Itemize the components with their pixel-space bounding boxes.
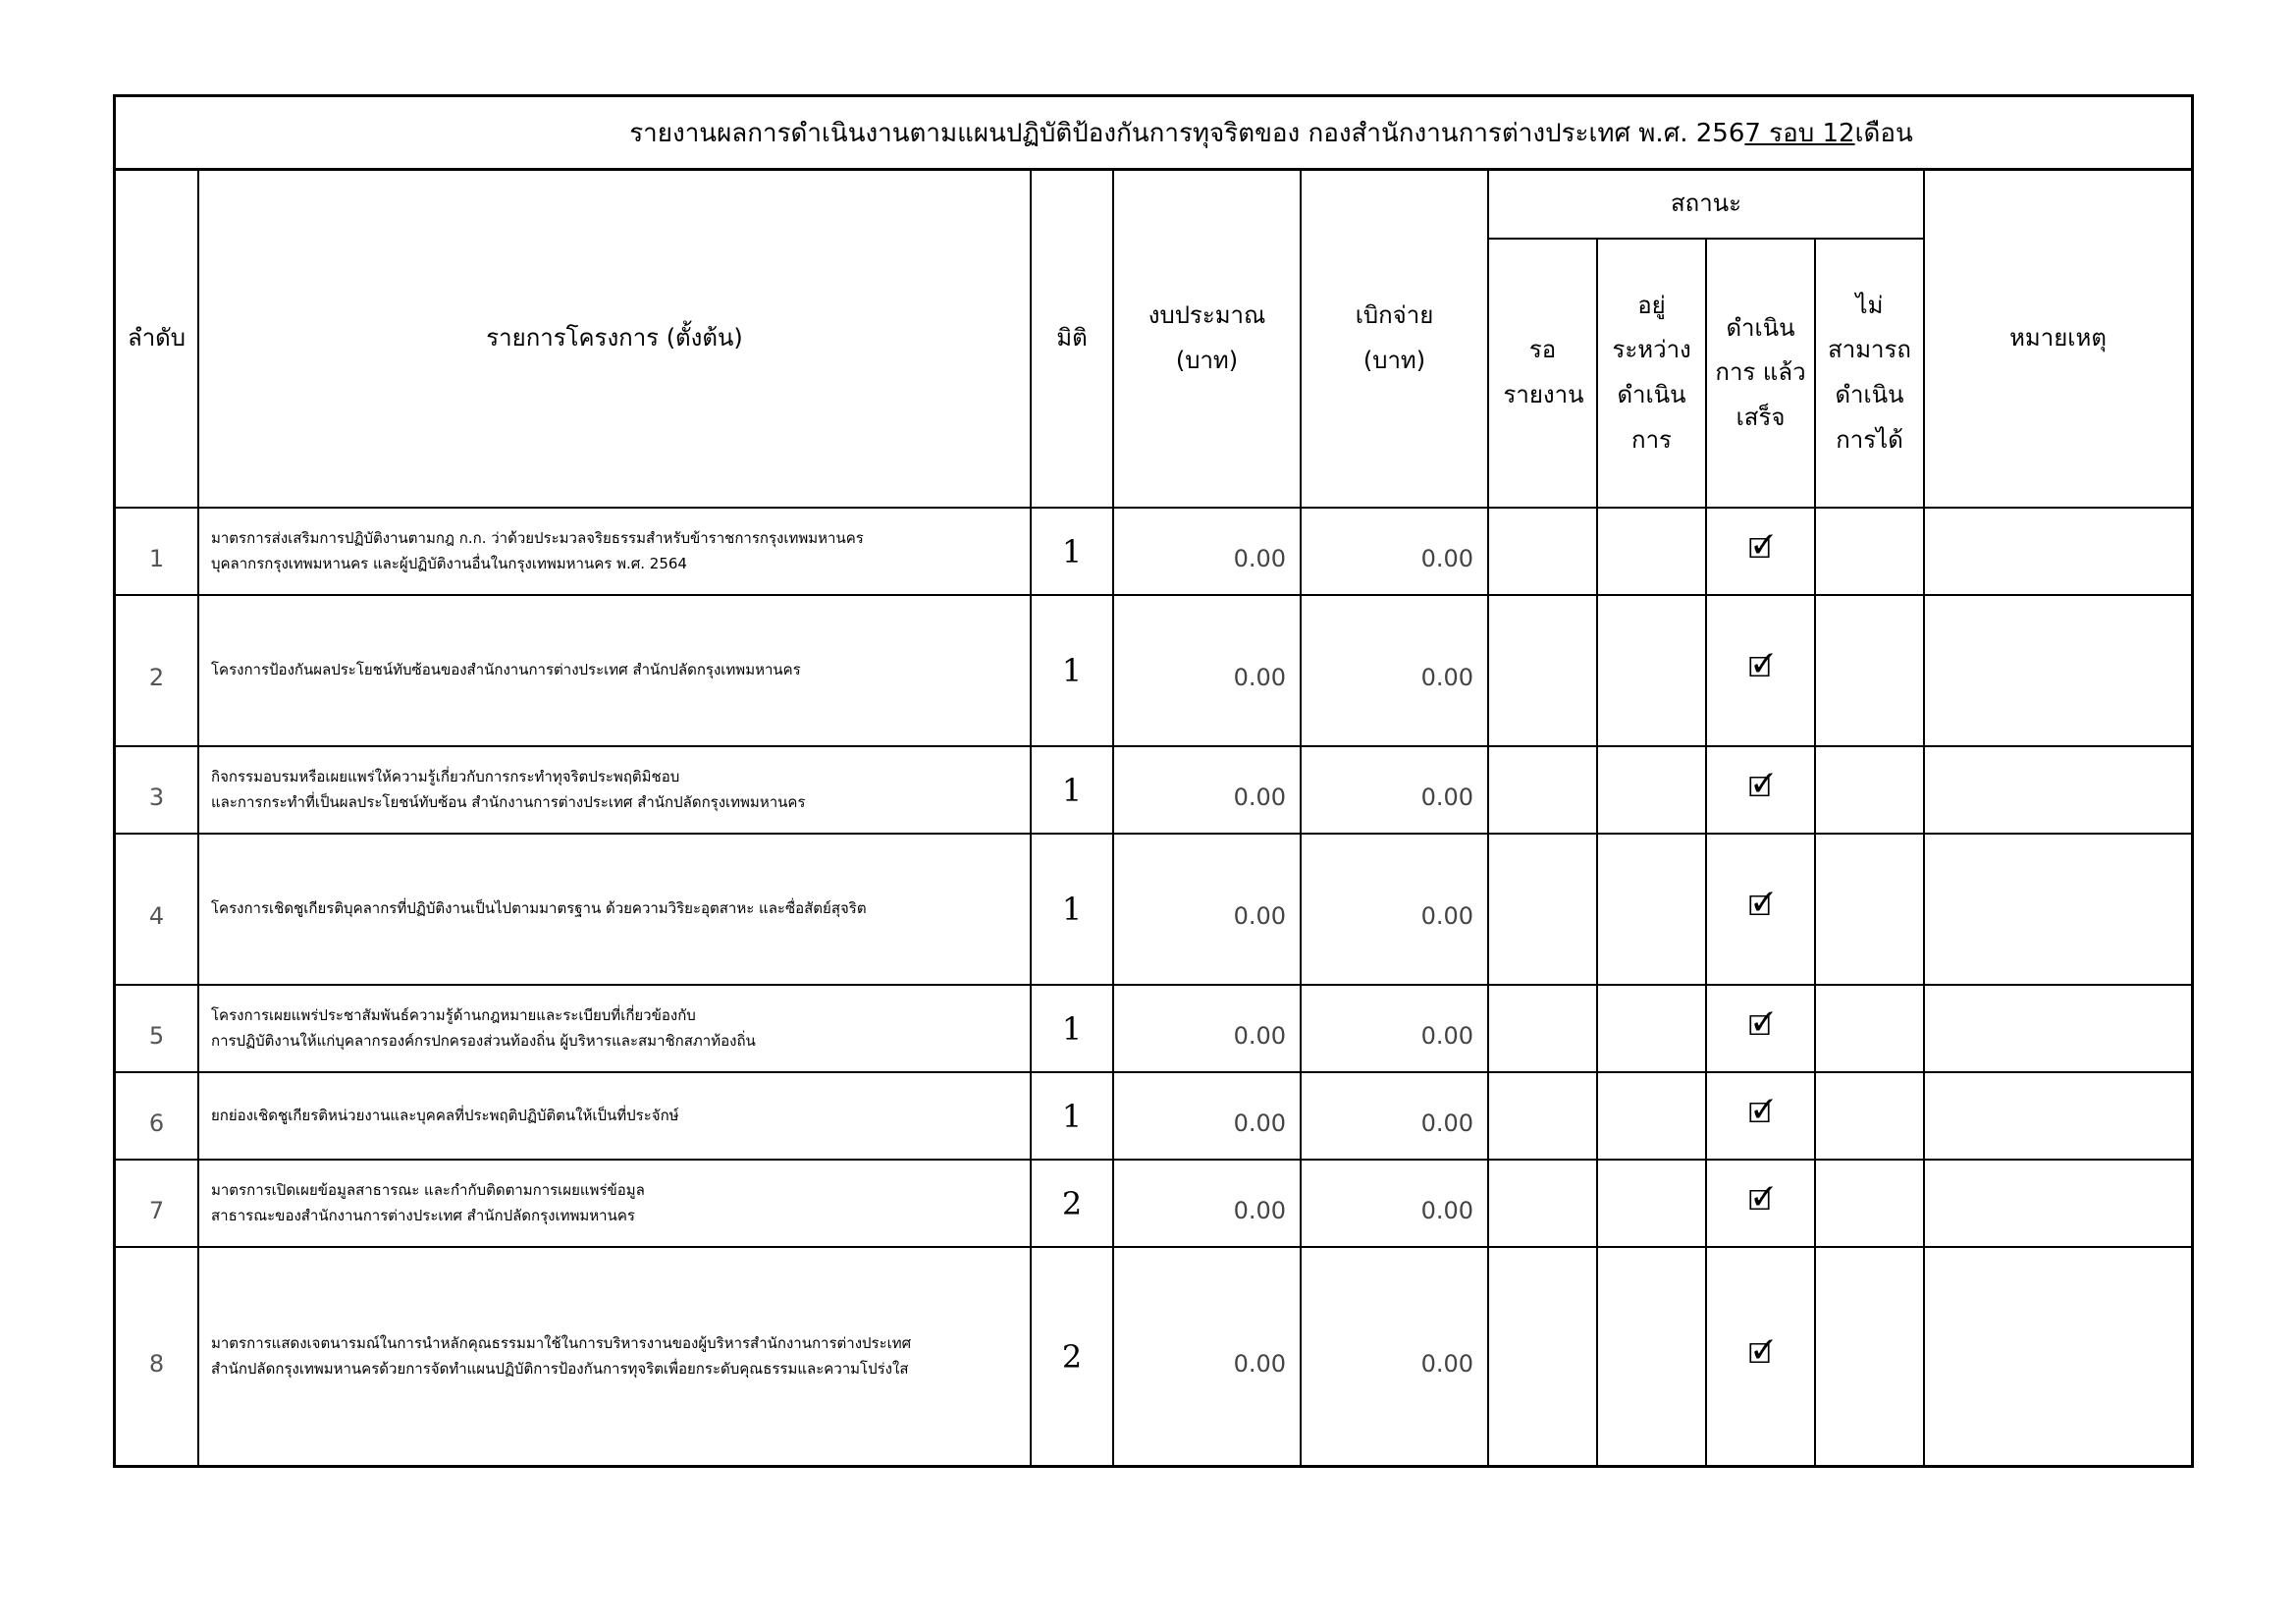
status-in-progress-cell [1597, 834, 1706, 985]
header-budget [1113, 171, 1301, 508]
status-in-progress-cell [1597, 1247, 1706, 1465]
project-line-2: และการกระทำที่เป็นผลประโยชน์ทับซ้อน สำนักงานการต่างประเทศ สำนักปลัดกรุงเทพมหานคร [211, 792, 806, 811]
status-done-cell [1706, 1072, 1815, 1160]
dimension-value: 2 [1031, 1160, 1113, 1247]
dimension-value: 2 [1031, 1247, 1113, 1465]
header-dimension: มิติ [1031, 171, 1113, 508]
header-project: รายการโครงการ (ตั้งต้น) [198, 171, 1031, 508]
row-number: 1 [116, 508, 198, 595]
project-line-1: โครงการเชิดชูเกียรติบุคลากรที่ปฏิบัติงานเป็นไปตามมาตรฐาน ด้วยความวิริยะอุตสาหะ และซื่อสัตย์สุจริต [211, 899, 867, 918]
status-in-progress-cell [1597, 985, 1706, 1072]
table-row [116, 746, 2191, 834]
status-wait-cell [1488, 1160, 1597, 1247]
disbursed-value: 0.00 [1301, 1072, 1488, 1160]
header-status-done [1706, 239, 1815, 508]
status-unable-cell [1815, 1247, 1924, 1465]
remarks-cell [1924, 508, 2191, 595]
dimension-value: 1 [1031, 1072, 1113, 1160]
title-main: รายงานผลการดำเนินงานตามแผนปฏิบัติป้องกันการทุจริตของ กองสำนักงานการต่างประเทศ พ.ศ. 256 [629, 118, 1745, 148]
remarks-cell [1924, 746, 2191, 834]
remarks-cell [1924, 1072, 2191, 1160]
project-line-1: มาตรการส่งเสริมการปฏิบัติงานตามกฎ ก.ก. ว่าด้วยประมวลจริยธรรมสำหรับข้าราชการกรุงเทพมหานคร [211, 529, 864, 547]
row-number: 4 [116, 834, 198, 985]
row-number: 5 [116, 985, 198, 1072]
table-row [116, 985, 2191, 1072]
report-title [116, 97, 2191, 171]
status-wait-cell [1488, 595, 1597, 746]
header-disbursed-label: เบิกจ่าย (บาท) [1355, 301, 1434, 374]
status-unable-cell [1815, 985, 1924, 1072]
header-status: สถานะ [1488, 171, 1924, 239]
title-tail: เดือน [1854, 118, 1913, 148]
check-box-icon: 🗹 [1748, 1336, 1773, 1370]
table-body [116, 508, 2191, 1465]
budget-value: 0.00 [1113, 1160, 1301, 1247]
check-box-icon: 🗹 [1748, 1008, 1773, 1042]
disbursed-value: 0.00 [1301, 746, 1488, 834]
header-status-in-progress-label: อยู่ ระหว่าง ดำเนิน การ [1612, 291, 1691, 454]
status-unable-cell [1815, 1072, 1924, 1160]
status-unable-cell [1815, 746, 1924, 834]
header-no: ลำดับ [116, 171, 198, 508]
project-line-1: กิจกรรมอบรมหรือเผยแพร่ให้ความรู้เกี่ยวกับการกระทำทุจริตประพฤติมิชอบ [211, 768, 680, 785]
header-disbursed [1301, 171, 1488, 508]
status-in-progress-cell [1597, 1072, 1706, 1160]
dimension-value: 1 [1031, 985, 1113, 1072]
status-done-cell [1706, 595, 1815, 746]
project-name [198, 834, 1031, 985]
row-number: 2 [116, 595, 198, 746]
project-name [198, 1072, 1031, 1160]
status-wait-cell [1488, 508, 1597, 595]
row-number: 6 [116, 1072, 198, 1160]
header-status-done-label: ดำเนิน การ แล้วเสร็จ [1715, 313, 1806, 431]
status-wait-cell [1488, 1247, 1597, 1465]
dimension-value: 1 [1031, 746, 1113, 834]
budget-value: 0.00 [1113, 508, 1301, 595]
project-line-1: โครงการเผยแพร่ประชาสัมพันธ์ความรู้ด้านกฎหมายและระเบียบที่เกี่ยวข้องกับ [211, 1006, 696, 1024]
check-box-icon: 🗹 [1748, 651, 1773, 683]
status-done-cell [1706, 985, 1815, 1072]
budget-value: 0.00 [1113, 1247, 1301, 1465]
status-wait-cell [1488, 834, 1597, 985]
row-number: 8 [116, 1247, 198, 1465]
status-wait-cell [1488, 985, 1597, 1072]
budget-value: 0.00 [1113, 834, 1301, 985]
status-unable-cell [1815, 595, 1924, 746]
report-sheet [113, 94, 2194, 1468]
status-unable-cell [1815, 1160, 1924, 1247]
check-box-icon: 🗹 [1748, 1183, 1773, 1217]
status-in-progress-cell [1597, 595, 1706, 746]
dimension-value: 1 [1031, 834, 1113, 985]
disbursed-value: 0.00 [1301, 508, 1488, 595]
table-row [116, 1072, 2191, 1160]
status-in-progress-cell [1597, 746, 1706, 834]
project-name [198, 746, 1031, 834]
header-budget-label: งบประมาณ (บาท) [1148, 301, 1266, 374]
status-done-cell [1706, 508, 1815, 595]
status-unable-cell [1815, 834, 1924, 985]
project-name [198, 595, 1031, 746]
header-status-unable [1815, 239, 1924, 508]
dimension-value: 1 [1031, 595, 1113, 746]
report-table [116, 171, 2191, 1465]
remarks-cell [1924, 834, 2191, 985]
table-row [116, 1160, 2191, 1247]
disbursed-value: 0.00 [1301, 1247, 1488, 1465]
table-row [116, 508, 2191, 595]
status-in-progress-cell [1597, 508, 1706, 595]
remarks-cell [1924, 985, 2191, 1072]
status-done-cell [1706, 746, 1815, 834]
dimension-value: 1 [1031, 508, 1113, 595]
project-name [198, 1247, 1031, 1465]
header-status-wait [1488, 239, 1597, 508]
header-remarks: หมายเหตุ [1924, 171, 2191, 508]
project-line-2: สาธารณะของสำนักงานการต่างประเทศ สำนักปลัดกรุงเทพมหานคร [211, 1206, 635, 1224]
row-number: 3 [116, 746, 198, 834]
remarks-cell [1924, 1247, 2191, 1465]
disbursed-value: 0.00 [1301, 1160, 1488, 1247]
status-wait-cell [1488, 1072, 1597, 1160]
header-status-wait-label: รอ รายงาน [1503, 336, 1584, 408]
title-period: 7 รอบ 12 [1744, 118, 1855, 148]
header-status-unable-label: ไม่ สามารถ ดำเนิน การได้ [1828, 291, 1911, 454]
status-in-progress-cell [1597, 1160, 1706, 1247]
budget-value: 0.00 [1113, 595, 1301, 746]
budget-value: 0.00 [1113, 1072, 1301, 1160]
budget-value: 0.00 [1113, 985, 1301, 1072]
status-done-cell [1706, 1247, 1815, 1465]
disbursed-value: 0.00 [1301, 834, 1488, 985]
project-line-1: โครงการป้องกันผลประโยชน์ทับซ้อนของสำนักงานการต่างประเทศ สำนักปลัดกรุงเทพมหานคร [211, 661, 801, 679]
remarks-cell [1924, 595, 2191, 746]
header-status-in-progress [1597, 239, 1706, 508]
project-line-2: การปฏิบัติงานให้แก่บุคลากรองค์กรปกครองส่วนท้องถิ่น ผู้บริหารและสมาชิกสภาท้องถิ่น [211, 1031, 756, 1050]
remarks-cell [1924, 1160, 2191, 1247]
check-box-icon: 🗹 [1748, 890, 1773, 922]
status-done-cell [1706, 834, 1815, 985]
table-row [116, 834, 2191, 985]
project-line-1: มาตรการเปิดเผยข้อมูลสาธารณะ และกำกับติดตามการเผยแพร่ข้อมูล [211, 1181, 645, 1199]
row-number: 7 [116, 1160, 198, 1247]
disbursed-value: 0.00 [1301, 595, 1488, 746]
table-row [116, 595, 2191, 746]
status-wait-cell [1488, 746, 1597, 834]
check-box-icon: 🗹 [1748, 1096, 1773, 1129]
project-line-1: ยกย่องเชิดชูเกียรติหน่วยงานและบุคคลที่ประพฤติปฏิบัติตนให้เป็นที่ประจักษ์ [211, 1106, 679, 1124]
table-row [116, 1247, 2191, 1465]
disbursed-value: 0.00 [1301, 985, 1488, 1072]
status-done-cell [1706, 1160, 1815, 1247]
project-line-2: สำนักปลัดกรุงเทพมหานครด้วยการจัดทำแผนปฏิบัติการป้องกันการทุจริตเพื่อยกระดับคุณธรรมและความโปร่งใส [211, 1359, 909, 1378]
project-line-1: มาตรการแสดงเจตนารมณ์ในการนำหลักคุณธรรมมาใช้ในการบริหารงานของผู้บริหารสำนักงานการต่างประเทศ [211, 1334, 912, 1352]
project-name [198, 508, 1031, 595]
project-name [198, 1160, 1031, 1247]
check-box-icon: 🗹 [1748, 770, 1773, 803]
check-box-icon: 🗹 [1748, 531, 1773, 565]
project-name [198, 985, 1031, 1072]
status-unable-cell [1815, 508, 1924, 595]
project-line-2: บุคลากรกรุงเทพมหานคร และผู้ปฏิบัติงานอื่นในกรุงเทพมหานคร พ.ศ. 2564 [211, 554, 687, 572]
budget-value: 0.00 [1113, 746, 1301, 834]
